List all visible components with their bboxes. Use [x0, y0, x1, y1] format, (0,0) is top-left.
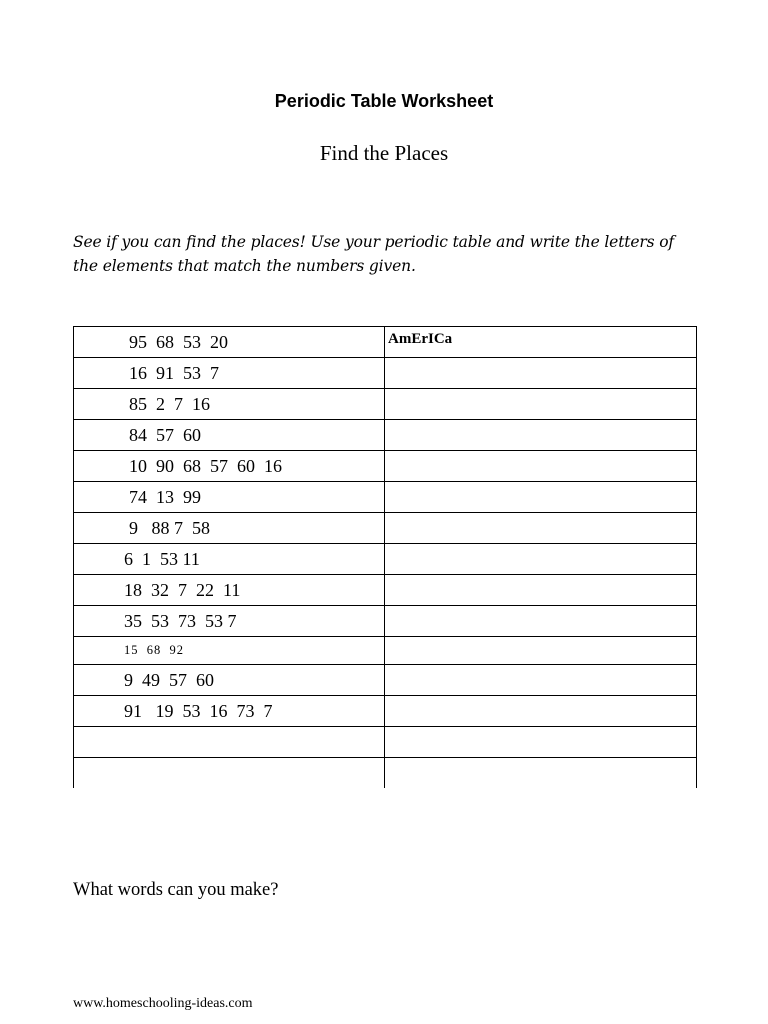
numbers-cell [74, 513, 385, 544]
numbers-text: 74 13 99 [129, 486, 201, 507]
table-row [74, 420, 697, 451]
answer-text: AmErICa [388, 330, 453, 347]
numbers-cell [74, 575, 385, 606]
numbers-cell [74, 389, 385, 420]
numbers-text: 10 90 68 57 60 16 [129, 455, 282, 476]
table-row [74, 482, 697, 513]
numbers-cell [74, 544, 385, 575]
numbers-text: 85 2 7 16 [129, 393, 210, 414]
table-row [74, 665, 697, 696]
table-row [74, 637, 697, 665]
answer-cell[interactable] [385, 758, 697, 789]
answer-cell[interactable] [385, 513, 697, 544]
numbers-text: 9 49 57 60 [124, 669, 214, 690]
numbers-text: 6 1 53 11 [124, 548, 200, 569]
answer-cell[interactable] [385, 727, 697, 758]
table-row [74, 358, 697, 389]
answer-cell[interactable] [385, 327, 697, 358]
instructions-text: See if you can find the places! Use your periodic table and write the letters of the elements that match the numbers given. [73, 233, 674, 275]
words-question: What words can you make? [73, 880, 279, 900]
answer-cell[interactable] [385, 575, 697, 606]
numbers-text: 9 88 7 58 [129, 517, 210, 538]
website-footer: www.homeschooling-ideas.com [73, 996, 253, 1011]
numbers-cell[interactable] [74, 758, 385, 789]
answer-cell[interactable] [385, 544, 697, 575]
answer-table [73, 326, 697, 788]
table-row [74, 696, 697, 727]
numbers-text: 35 53 73 53 7 [124, 610, 237, 631]
numbers-cell [74, 451, 385, 482]
answer-cell[interactable] [385, 389, 697, 420]
answer-cell[interactable] [385, 637, 697, 665]
answer-cell[interactable] [385, 696, 697, 727]
table-row [74, 451, 697, 482]
table-row [74, 327, 697, 358]
numbers-text: 15 68 92 [124, 643, 184, 657]
table-row [74, 513, 697, 544]
table-row [74, 544, 697, 575]
numbers-cell [74, 665, 385, 696]
numbers-cell [74, 358, 385, 389]
answer-cell[interactable] [385, 482, 697, 513]
numbers-text: 18 32 7 22 11 [124, 579, 241, 600]
table-row [74, 389, 697, 420]
numbers-cell [74, 606, 385, 637]
numbers-cell [74, 696, 385, 727]
numbers-cell[interactable] [74, 727, 385, 758]
table-row [74, 727, 697, 758]
numbers-cell [74, 420, 385, 451]
table-row [74, 606, 697, 637]
answer-cell[interactable] [385, 665, 697, 696]
worksheet-title: Periodic Table Worksheet [274, 91, 494, 111]
worksheet-subtitle: Find the Places [319, 141, 449, 165]
answer-cell[interactable] [385, 606, 697, 637]
table-row [74, 758, 697, 789]
numbers-text: 84 57 60 [129, 424, 201, 445]
numbers-cell [74, 482, 385, 513]
numbers-cell [74, 637, 385, 665]
answer-cell[interactable] [385, 451, 697, 482]
numbers-text: 91 19 53 16 73 7 [124, 700, 273, 721]
numbers-cell [74, 327, 385, 358]
numbers-text: 95 68 53 20 [129, 331, 228, 352]
numbers-text: 16 91 53 7 [129, 362, 219, 383]
table-row [74, 575, 697, 606]
answer-cell[interactable] [385, 358, 697, 389]
answer-cell[interactable] [385, 420, 697, 451]
